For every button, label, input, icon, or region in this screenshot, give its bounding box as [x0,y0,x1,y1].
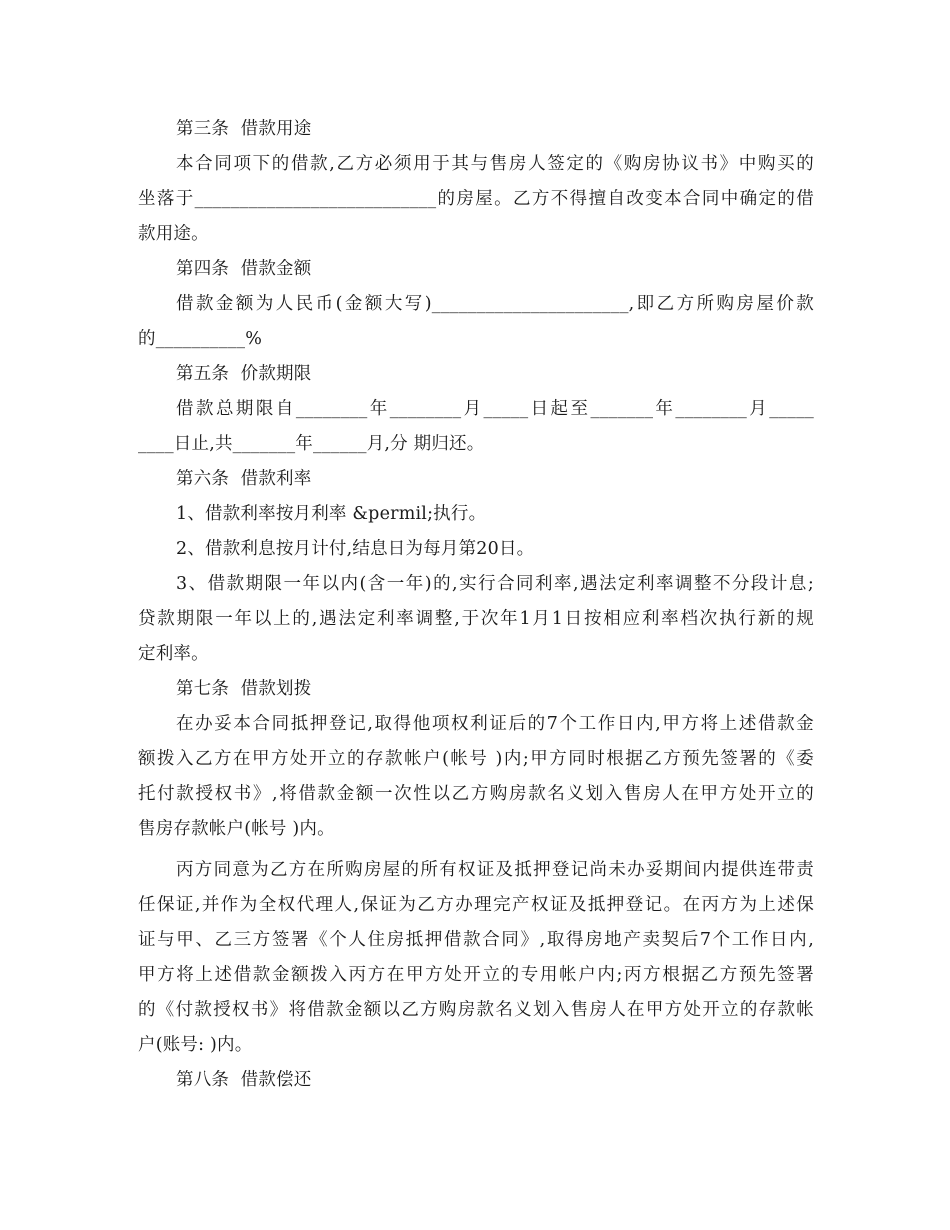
paragraph-line: 本合同项下的借款,乙方必须用于其与售房人签定的《购房协议书》中购买的 [176,154,814,174]
paragraph-line: 贷款期限一年以上的,遇法定利率调整,于次年1月1日按相应利率档次执行新的规 [138,609,814,629]
paragraph-line: 款用途。 [138,224,209,244]
paragraph-line: ____日止,共_______年______月,分 期归还。 [138,434,485,454]
paragraph-line: 在办妥本合同抵押登记,取得他项权利证后的7个工作日内,甲方将上述借款金 [176,714,814,734]
article-8-heading: 第八条 借款偿还 [176,1070,312,1090]
paragraph-line: 托付款授权书》,将借款金额一次性以乙方购房款名义划入售房人在甲方处开立的 [138,784,814,804]
paragraph-line: 的《付款授权书》将借款金额以乙方购房款名义划入售房人在甲方处开立的存款帐 [138,1000,814,1020]
paragraph-line: 证与甲、乙三方签署《个人住房抵押借款合同》,取得房地产卖契后7个工作日内, [138,930,814,950]
paragraph-line: 借款金额为人民币(金额大写)______________________,即乙方所购房屋价款 [176,294,814,314]
list-item: 1、借款利率按月利率 &permil;执行。 [176,504,487,524]
contract-body [138,112,814,1098]
paragraph-line: 甲方将上述借款金额拨入丙方在甲方处开立的专用帐户内;丙方根据乙方预先签署 [138,965,814,985]
list-item: 3、借款期限一年以内(含一年)的,实行合同利率,遇法定利率调整不分段计息; [176,574,814,594]
paragraph-line: 任保证,并作为全权代理人,保证为乙方办理完产权证及抵押登记。在丙方为上述保 [138,895,814,915]
article-3-heading: 第三条 借款用途 [176,119,312,139]
list-item: 2、借款利息按月计付,结息日为每月第20日。 [176,539,535,559]
paragraph-line: 坐落于___________________________的房屋。乙方不得擅自改变本合同中确定的借 [138,189,814,209]
paragraph-line: 的__________% [138,329,263,349]
paragraph-line: 借款总期限自________年________月_____日起至_______年________月_____ [176,399,814,419]
paragraph-line: 额拨入乙方在甲方处开立的存款帐户(帐号 )内;甲方同时根据乙方预先签署的《委 [138,749,814,769]
paragraph-line: 定利率。 [138,644,209,664]
paragraph-line: 丙方同意为乙方在所购房屋的所有权证及抵押登记尚未办妥期间内提供连带责 [176,860,814,880]
article-5-heading: 第五条 价款期限 [176,364,312,384]
paragraph-line: 户(账号: )内。 [138,1035,253,1055]
article-4-heading: 第四条 借款金额 [176,259,312,279]
article-6-heading: 第六条 借款利率 [176,469,312,489]
article-7-heading: 第七条 借款划拨 [176,679,312,699]
paragraph-line: 售房存款帐户(帐号 )内。 [138,819,335,839]
